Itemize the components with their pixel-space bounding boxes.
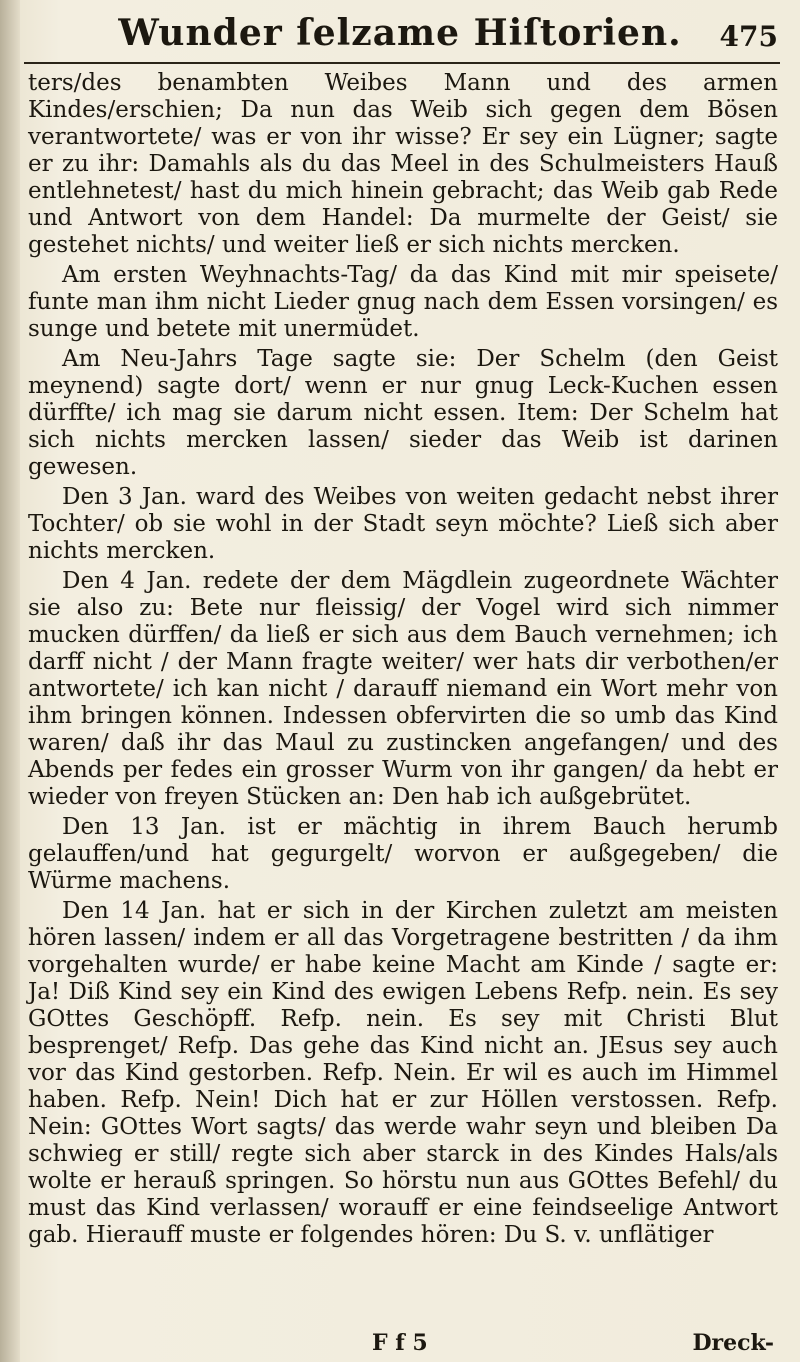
catchword: Dreck- bbox=[692, 1330, 774, 1356]
page-binding-shadow bbox=[0, 0, 20, 1362]
paragraph: Den 4 Jan. redete der dem Mägdlein zugeordnete Wächter sie also zu: Bete nur fleissig/ der Vogel wird sich nimmer mucken dürffen/ da ließ er sich aus dem Bauch vernehmen; ich darff nicht / der Mann fragte weiter/ wer hats dir verbothen/er antwortete/ ich kan nicht / darauff niemand ein Wort mehr von ihm bringen können. Indessen obfervirten die so umb das Kind waren/ daß ihr das Maul zu zustincken angefangen/ und des Abends per fedes ein grosser Wurm von ihr gangen/ da hebt er wieder von freyen Stücken an: Den hab ich außgebrütet. bbox=[28, 568, 778, 810]
paragraph: Den 3 Jan. ward des Weibes von weiten gedacht nebst ihrer Tochter/ ob sie wohl in der Stadt seyn möchte? Ließ sich aber nichts mercken. bbox=[28, 484, 778, 564]
paragraph: Den 13 Jan. ist er mächtig in ihrem Bauch herumb gelauffen/und hat gegurgelt/ worvon er außgegeben/ die Würme machens. bbox=[28, 814, 778, 894]
page-number: 475 bbox=[719, 20, 778, 53]
page-header bbox=[0, 6, 800, 64]
paragraph: ters/des benambten Weibes Mann und des armen Kindes/erschien; Da nun das Weib sich gegen dem Bösen verantwortete/ was er von ihr wisse? Er sey ein Lügner; sagte er zu ihr: Damahls als du das Meel in des Schulmeisters Hauß entlehnetest/ hast du mich hinein gebracht; das Weib gab Rede und Antwort von dem Handel: Da murmelte der Geist/ sie gestehet nichts/ und weiter ließ er sich nichts mercken. bbox=[28, 70, 778, 258]
paragraph: Am ersten Weyhnachts-Tag/ da das Kind mit mir speisete/ funte man ihm nicht Lieder gnug nach dem Essen vorsingen/ es sunge und betete mit unermüdet. bbox=[28, 262, 778, 342]
header-rule bbox=[24, 62, 780, 64]
page-footer bbox=[0, 1330, 800, 1360]
body-text bbox=[28, 70, 778, 1252]
signature-mark: F f 5 bbox=[372, 1330, 428, 1356]
running-title: Wunder ſelzame Hiſtorien. bbox=[118, 12, 682, 54]
paragraph: Den 14 Jan. hat er sich in der Kirchen zuletzt am meisten hören lassen/ indem er all das Vorgetragene bestritten / da ihm vorgehalten wurde/ er habe keine Macht am Kinde / sagte er: Ja! Diß Kind sey ein Kind des ewigen Lebens Refp. nein. Es sey GOttes Geschöpff. Refp. nein. Es sey mit Christi Blut besprenget/ Refp. Das gehe das Kind nicht an. JEsus sey auch vor das Kind gestorben. Refp. Nein. Er wil es auch im Himmel haben. Refp. Nein! Dich hat er zur Höllen verstossen. Refp. Nein: GOttes Wort sagts/ das werde wahr seyn und bleiben Da schwieg er still/ regte sich aber starck in des Kindes Hals/als wolte er herauß springen. So hörstu nun aus GOttes Befehl/ du must das Kind verlassen/ worauff er eine feindseelige Antwort gab. Hierauff muste er folgendes hören: Du S. v. unflätiger bbox=[28, 898, 778, 1248]
paragraph: Am Neu-Jahrs Tage sagte sie: Der Schelm (den Geist meynend) sagte dort/ wenn er nur gnug Leck-Kuchen essen dürffte/ ich mag sie darum nicht essen. Item: Der Schelm hat sich nichts mercken lassen/ sieder das Weib ist darinen gewesen. bbox=[28, 346, 778, 480]
